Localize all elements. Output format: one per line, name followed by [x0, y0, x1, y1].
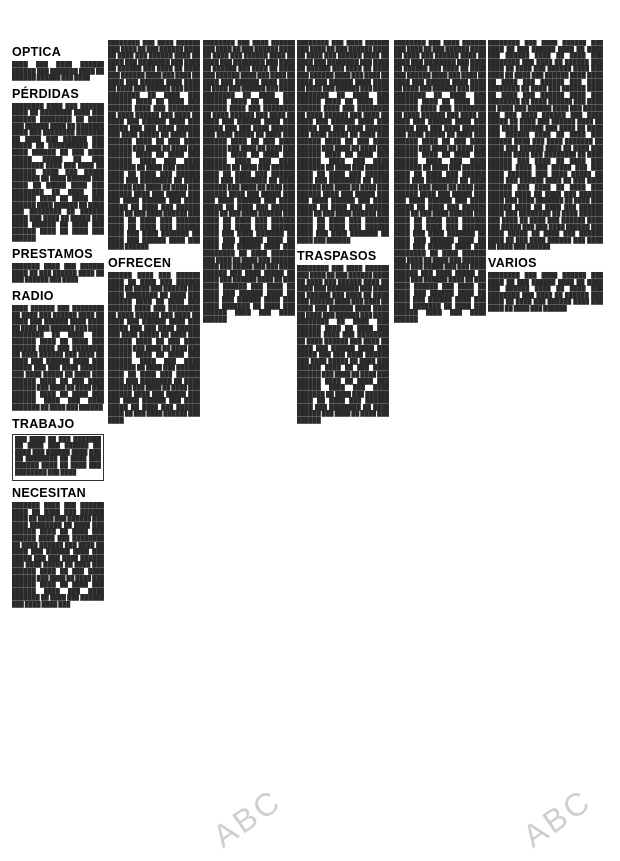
- section-heading-necesitan: NECESITAN: [12, 486, 87, 501]
- column-5: [394, 40, 486, 840]
- ad-text-block: ████████ ███ ████ ██████ ███ ████ ██ ███ ██████ ████ ██ ████ ███ ██████ ████ ██ ████ ███ ████████ ███ ████ ██ ██████ ███ ████ ██ ████ ███ ██████ ████ ███ ████ ██ ████ ███ ██████ ████ ████ ██ ████ ███ ██████ ███ ████ ████████ ██ ████ ███ ██████ ████ ██ ████ ███ ██████ ████ ███ ████████ ██ ████ ██████ ███ ████ ██ ████ ███ ██████ ████ ███ █████ ███ ███ ████ ██████ ███ ████ █████ ██ ████ ███ ██████ ████ ██ ███ ████ ██████ ███ ████ ██ ████ ███ ██████ ████ ██ ████ ███ ██████ ████ ███ ████ ███████ ██ ████ ███ ██████ ████ ██ ████ ███ ██████ ████ ███ ████████ ██ ████ ██████ ███ ████ ██ ████ ███ ██████ ████ ███ █████ ███ ███ ████ ██████ ███ ████ █████ ██ ████ ███ ██████ ████ ██ ███ ████ ██████ ███ ████ ██ ████ ███ ██████ ████ ██ ████ ███ ██████ ████ ███ ████ ███████ ██ ████ ███ ██████: [297, 40, 389, 244]
- ad-text-block: ████████ ███ ████ ██████ ███ ████ ██ ███ ██████ ████ ██ ████ ███ ██████ ████ ██ ████ ███ ████████ ███ ████ ██ ██████ ███ ████ ██ ████ ███ ██████ ████ ███ ████ ██ ████ ███ ██████ ████ ████ ██ ████ ███ ██████ ███ ████ ████████ ██ ████ ███ ██████ ████ ██ ████ ███ ██████ ████ ███ ████████ ██ ████ ██████ ███ ████ ██ ████ ███ ██████ ████ ███ █████ ███ ███ ████ ██████ ███ ████ █████ ██ ████ ███ ██████ ████ ██ ███ ████ ██████ ███ ████ ██ ████ ███ ██████ ████ ██ ████ ███ ██████ ████ ███ ████ ███████ ██ ████ ███ ██████ ████ ██ ████ ███ ██████ ████ ███ ████████ ██ ████ ██████ ███ ████ ██ ████ ███ ██████ ████ ███ █████ ███ ███ ████ ██████ ███ ████ █████ ██ ████ ███ ██████ ████ ██ ███ ████ ██████ ███ ████ ██ ████ ███ ██████ ████ ██ ████ ███ ██████ ████ ███ ████ ███████ ██ ████ ███ ██████ ████ ███ ████ ██████: [108, 40, 200, 251]
- column-3: [203, 40, 295, 840]
- column-2: [108, 40, 200, 840]
- column-1: [12, 40, 104, 840]
- ad-text-block: ████████ ███ ████ ██████ ███ ████ ██ ███ ██████ ████ ██ ████ ███ ██████ ████ ██ ████ ███ ████████ ███ ████ ██ ██████ ███ ████ ██ ████ ███ ██████ ████ ███ ████ ██ ████ ███ ██████: [488, 273, 603, 312]
- ad-text-block: ████████ ███ ████ ██████ ███ ████ ██ ███ ██████ ████ ██ ████ ███ ██████ ████ ██ ████ ███ ████████ ███ ████ ██ ██████ ███ ████ ██ ████ ███ ██████ ████ ███ ████ ██ ████ ███ ██████ ████ ████ ██ ████ ███ ██████ ███ ████ ████████ ██ ████ ███ ██████ ████ ██ ████ ███ ██████ ████ ███ ████████ ██ ████ ██████ ███ ████ ██ ████ ███ ██████ ████ ███ █████ ███ ███ ████ ██████ ███ ████ █████ ██ ████ ███ ██████ ████ ██ ███ ████ ██████ ███ ████ ██ ████ ███ ██████ ████ ██ ████ ███ ██████ ████ ███ ████ ███████ ██ ████ ███ ██████ ████ ██ ████ ███ ██████ ████ ███ ████████ ██ ████ ██████ ███ ████ ██ ████ ███ ██████ ████ ███ █████ ███ ███ ████ ██████ ███ ████ █████ ██ ████ ███ ██████ ████ ██ ███ ████ ██████ ███ ████ ██ ████ ███ ██████ ████ ██ ████ ███ ██████ ████ ███ ████ ███████ ██ ████ ███ ██████ ████ ██ ████ ███ ██████ ████ ███ ████████ ██ ████ ██████ ███ ████ ██ ████ ███ ██████ ████ ███ █████ ███ ███ ████ ██████ ███ ████ █████ ██ ████ ███ ██████ ████ ██ ███ ████ ██████ ███ ████ ██ ████ ███ ██████: [488, 40, 603, 251]
- watermark: ABC: [516, 781, 599, 855]
- section-heading-varios: VARIOS: [488, 256, 537, 270]
- section-heading-radio: RADIO: [12, 289, 54, 304]
- section-heading-optica: OPTICA: [12, 45, 62, 59]
- ad-text-block: ███████ ████ ███ ██████ ████ ██ ████ ███ ██████ ████ ██ ████ ███ ██████ ███ ████ ████████ ██ ████ ███ ██████ ████ ██ ████ ███ ██████ ████ ███ ████████ ██ ████ ██████ ███ ████ ██ ████ ███ ██████ ████ ███ █████ ███ ███ ████ ██████ ███ ████ █████ ██ ████ ███ ██████ ████ ██ ███ ████ ██████ ███ ████ ██ ████ ███ ██████ ████ ██ ████ ███ ██████ ████ ███ ████ ███████ ██ ████ ███ ██████ ███ ████ ████ ███: [12, 503, 104, 608]
- ad-text-block: ██████ ████ ███ ██████ ████ ██ ████ ███ ██████ ████ ██ ████ ███ ██████ ███ ████ ████████ ██ ████ ███ ██████ ████ ██ ████ ███ ██████ ████ ███ ████████ ██ ████ ██████ ███ ████ ██ ████ ███ ██████ ████ ███ █████ ███ ███ ████ ██████ ███ ████ █████ ██ ████ ███ ██████ ████ ██ ███ ████ ██████ ███ ████ ██ ████ ███ ██████ ████ ██ ████ ███ ██████ ████ ███ ████ ███████ ██ ████ ███ ██████ ████ ██ ████ ███ ██████ ████ ███ ████████ ██ ████ ██████ ███ ████ ██ ████ ███ ██████ ████ ███ █████ ███ ███ ████ ██████ ███ ████ █████ ██ ████ ███ ██████ ████ ██ ███ ████ ██████ ███ ████: [108, 273, 200, 425]
- column-6: [488, 40, 603, 840]
- section-heading-trabajo: TRABAJO: [12, 416, 75, 431]
- section-heading-prestamos: PRESTAMOS: [12, 247, 93, 262]
- ad-text-block: ████ ███ ████ ██████ ██████ ███ ███████ ████ ██ ██████ ██████ ███ ████: [12, 62, 104, 82]
- boxed-notice: [12, 434, 104, 482]
- section-heading-perdidas: PÉRDIDAS: [12, 86, 79, 101]
- section-heading-ofrecen: OFRECEN: [108, 256, 172, 270]
- column-4: [297, 40, 389, 840]
- section-heading-traspasos: TRASPASOS: [297, 249, 377, 264]
- ad-text-block: ███████ ████ ███ ██████ ████ ██ ███ ██████ ████ ██ ███ ██████ ███ ████: [12, 264, 104, 284]
- ad-text-block: ████ ██████ ███ ████████ ██ ████ ███ ██████ ████ ██ ████ ███ ██████ ████ ████ ██ ████ ███ ██████ ███ ████ ████████ ██ ████ ███ ██████ ████ ██ ████ ███ ██████ ████ ███ ████████ ██ ████ ██████ ███ ████ ██ ████ ███ ██████ ████ ███ █████ ███ ███ ████ ██████ ███ ████ █████ ██ ████ ███ ██████ ████ ██ ███ ████ ██████ ███ ████ ██ ████ ███ ██████ ████ ██ ████ ███ ██████ ████ ███ ████ ███████ ██ ████ ███ ██████: [12, 306, 104, 411]
- ad-text-block: ███ ████ ██ ███ ███████ ██ ████ ███ ██████ ██ ████ ███ ██████ ████ ███ ██ ████████ ██ ████ ███ ██████ ████ ██ ████ ███ ████████ ███ ████: [15, 436, 101, 476]
- watermark: ABC: [206, 781, 289, 855]
- ad-text-block: ████████ ███ ████ ██████ ███ ████ ██ ███ ██████ ████ ██ ████ ███ ██████ ████ ██ ████ ███ ████████ ███ ████ ██ ██████ ███ ████ ██ ████ ███ ██████ ████ ███ ████ ██ ████ ███ ██████ ████ ████ ██ ████ ███ ██████ ███ ████ ████████ ██ ████ ███ ██████ ████ ██ ████ ███ ██████ ████ ███ ████████ ██ ████ ██████ ███ ████ ██ ████ ███ ██████ ████ ███ █████ ███ ███ ████ ██████ ███ ████ █████ ██ ████ ███ ██████ ████ ██ ███ ████ ██████ ███ ████ ██ ████ ███ ██████ ████ ██ ████ ███ ██████ ████ ███ ████ ███████ ██ ████ ███ ██████ ████ ██ ████ ███ ██████ ████ ███ ████████ ██ ████ ██████ ███ ████ ██ ████ ███ ██████ ████ ███ █████ ███ ███ ████ ██████ ███ ████ █████ ██ ████ ███ ██████ ████ ██ ███ ████ ██████ ███ ████ ██ ████ ███ ██████ ████ ██ ████ ███ ██████ ████ ███ ████ ███████ ██ ████ ███ ██████ ████ ██ ████ ███ ██████ ████ ███ ████████ ██ ████ ██████ ███ ████ ██ ████ ███ ██████ ████ ███ █████ ███ ███ ████ ██████ ███ ████ █████ ██ ████ ███ ██████ ████ ██ ███ ████ ██████ ███ ████ ██ ████ ███ ██████ ████ ██ ████ ███ ██████ ████ ███ ████ ███████ ██ ████ ███ ██████ ████ ███ ████ ██████: [203, 40, 295, 323]
- ad-text-block: ████████ ███ ████ ██████ ███ ████ ██ ███ ██████ ████ ██ ████ ███ ██████ ████ ██ ████ ███ ████████ ███ ████ ██ ██████ ███ ████ ██ ████ ███ ██████ ████ ███ ████ ██ ████ ███ ██████ ████ ████ ██ ████ ███ ██████ ███ ████ ████████ ██ ████ ███ ██████ ████ ██ ████ ███ ██████ ████ ███ ████████ ██ ████ ██████ ███ ████ ██ ████ ███ ██████ ████ ███ █████ ███ ███ ████ ██████ ███ ████ █████ ██ ████ ███ ██████ ████ ██ ███ ████ ██████ ███ ████ ██ ████ ███ ██████ ████ ██ ████ ███ ██████ ████ ███ ████ ███████ ██ ████ ███ ██████ ████ ██ ████ ███ ██████ ████ ███ ████████ ██ ████ ██████ ███ ████ ██ ████ ███ ██████: [297, 266, 389, 425]
- ad-text-block: ████████ ████ ███ ██████ ████ ██ ████████ ████ ███ ██████ ████████ ██ ████ ███ ██████ ████ ██ ███████ ████ ███ ████████ ███████ ██ ████ ███ ██████ ███ █████ ██ ██████████ ███ ████ ██████ ██ ███ ████ █████ █████ ██ ███ ████████ ████ ███ ████ ██ ██████ ████ ███ █████ ███████ ██ ████ ██████ ███ ████ ██ █████ ████ ███ ████████ ██ ████ ███ ██████ ████ ██ ████ ███ ██████ ████ ██████ ██ ████ ███ ████████ ██ ██████ ████ ███ ████ ██ █████ ███ ████ ██████ ██ ████ ███ ██████ ████ ██ ████ ███ ██████: [12, 103, 104, 242]
- ad-text-block: ████████ ███ ████ ██████ ███ ████ ██ ███ ██████ ████ ██ ████ ███ ██████ ████ ██ ████ ███ ████████ ███ ████ ██ ██████ ███ ████ ██ ████ ███ ██████ ████ ███ ████ ██ ████ ███ ██████ ████ ████ ██ ████ ███ ██████ ███ ████ ████████ ██ ████ ███ ██████ ████ ██ ████ ███ ██████ ████ ███ ████████ ██ ████ ██████ ███ ████ ██ ████ ███ ██████ ████ ███ █████ ███ ███ ████ ██████ ███ ████ █████ ██ ████ ███ ██████ ████ ██ ███ ████ ██████ ███ ████ ██ ████ ███ ██████ ████ ██ ████ ███ ██████ ████ ███ ████ ███████ ██ ████ ███ ██████ ████ ██ ████ ███ ██████ ████ ███ ████████ ██ ████ ██████ ███ ████ ██ ████ ███ ██████ ████ ███ █████ ███ ███ ████ ██████ ███ ████ █████ ██ ████ ███ ██████ ████ ██ ███ ████ ██████ ███ ████ ██ ████ ███ ██████ ████ ██ ████ ███ ██████ ████ ███ ████ ███████ ██ ████ ███ ██████ ████ ██ ████ ███ ██████ ████ ███ ████████ ██ ████ ██████ ███ ████ ██ ████ ███ ██████ ████ ███ █████ ███ ███ ████ ██████ ███ ████ █████ ██ ████ ███ ██████ ████ ██ ███ ████ ██████ ███ ████ ██ ████ ███ ██████ ████ ██ ████ ███ ██████ ████ ███ ████ ███████ ██ ████ ███ ██████ ████ ███ ████ ██████: [394, 40, 486, 323]
